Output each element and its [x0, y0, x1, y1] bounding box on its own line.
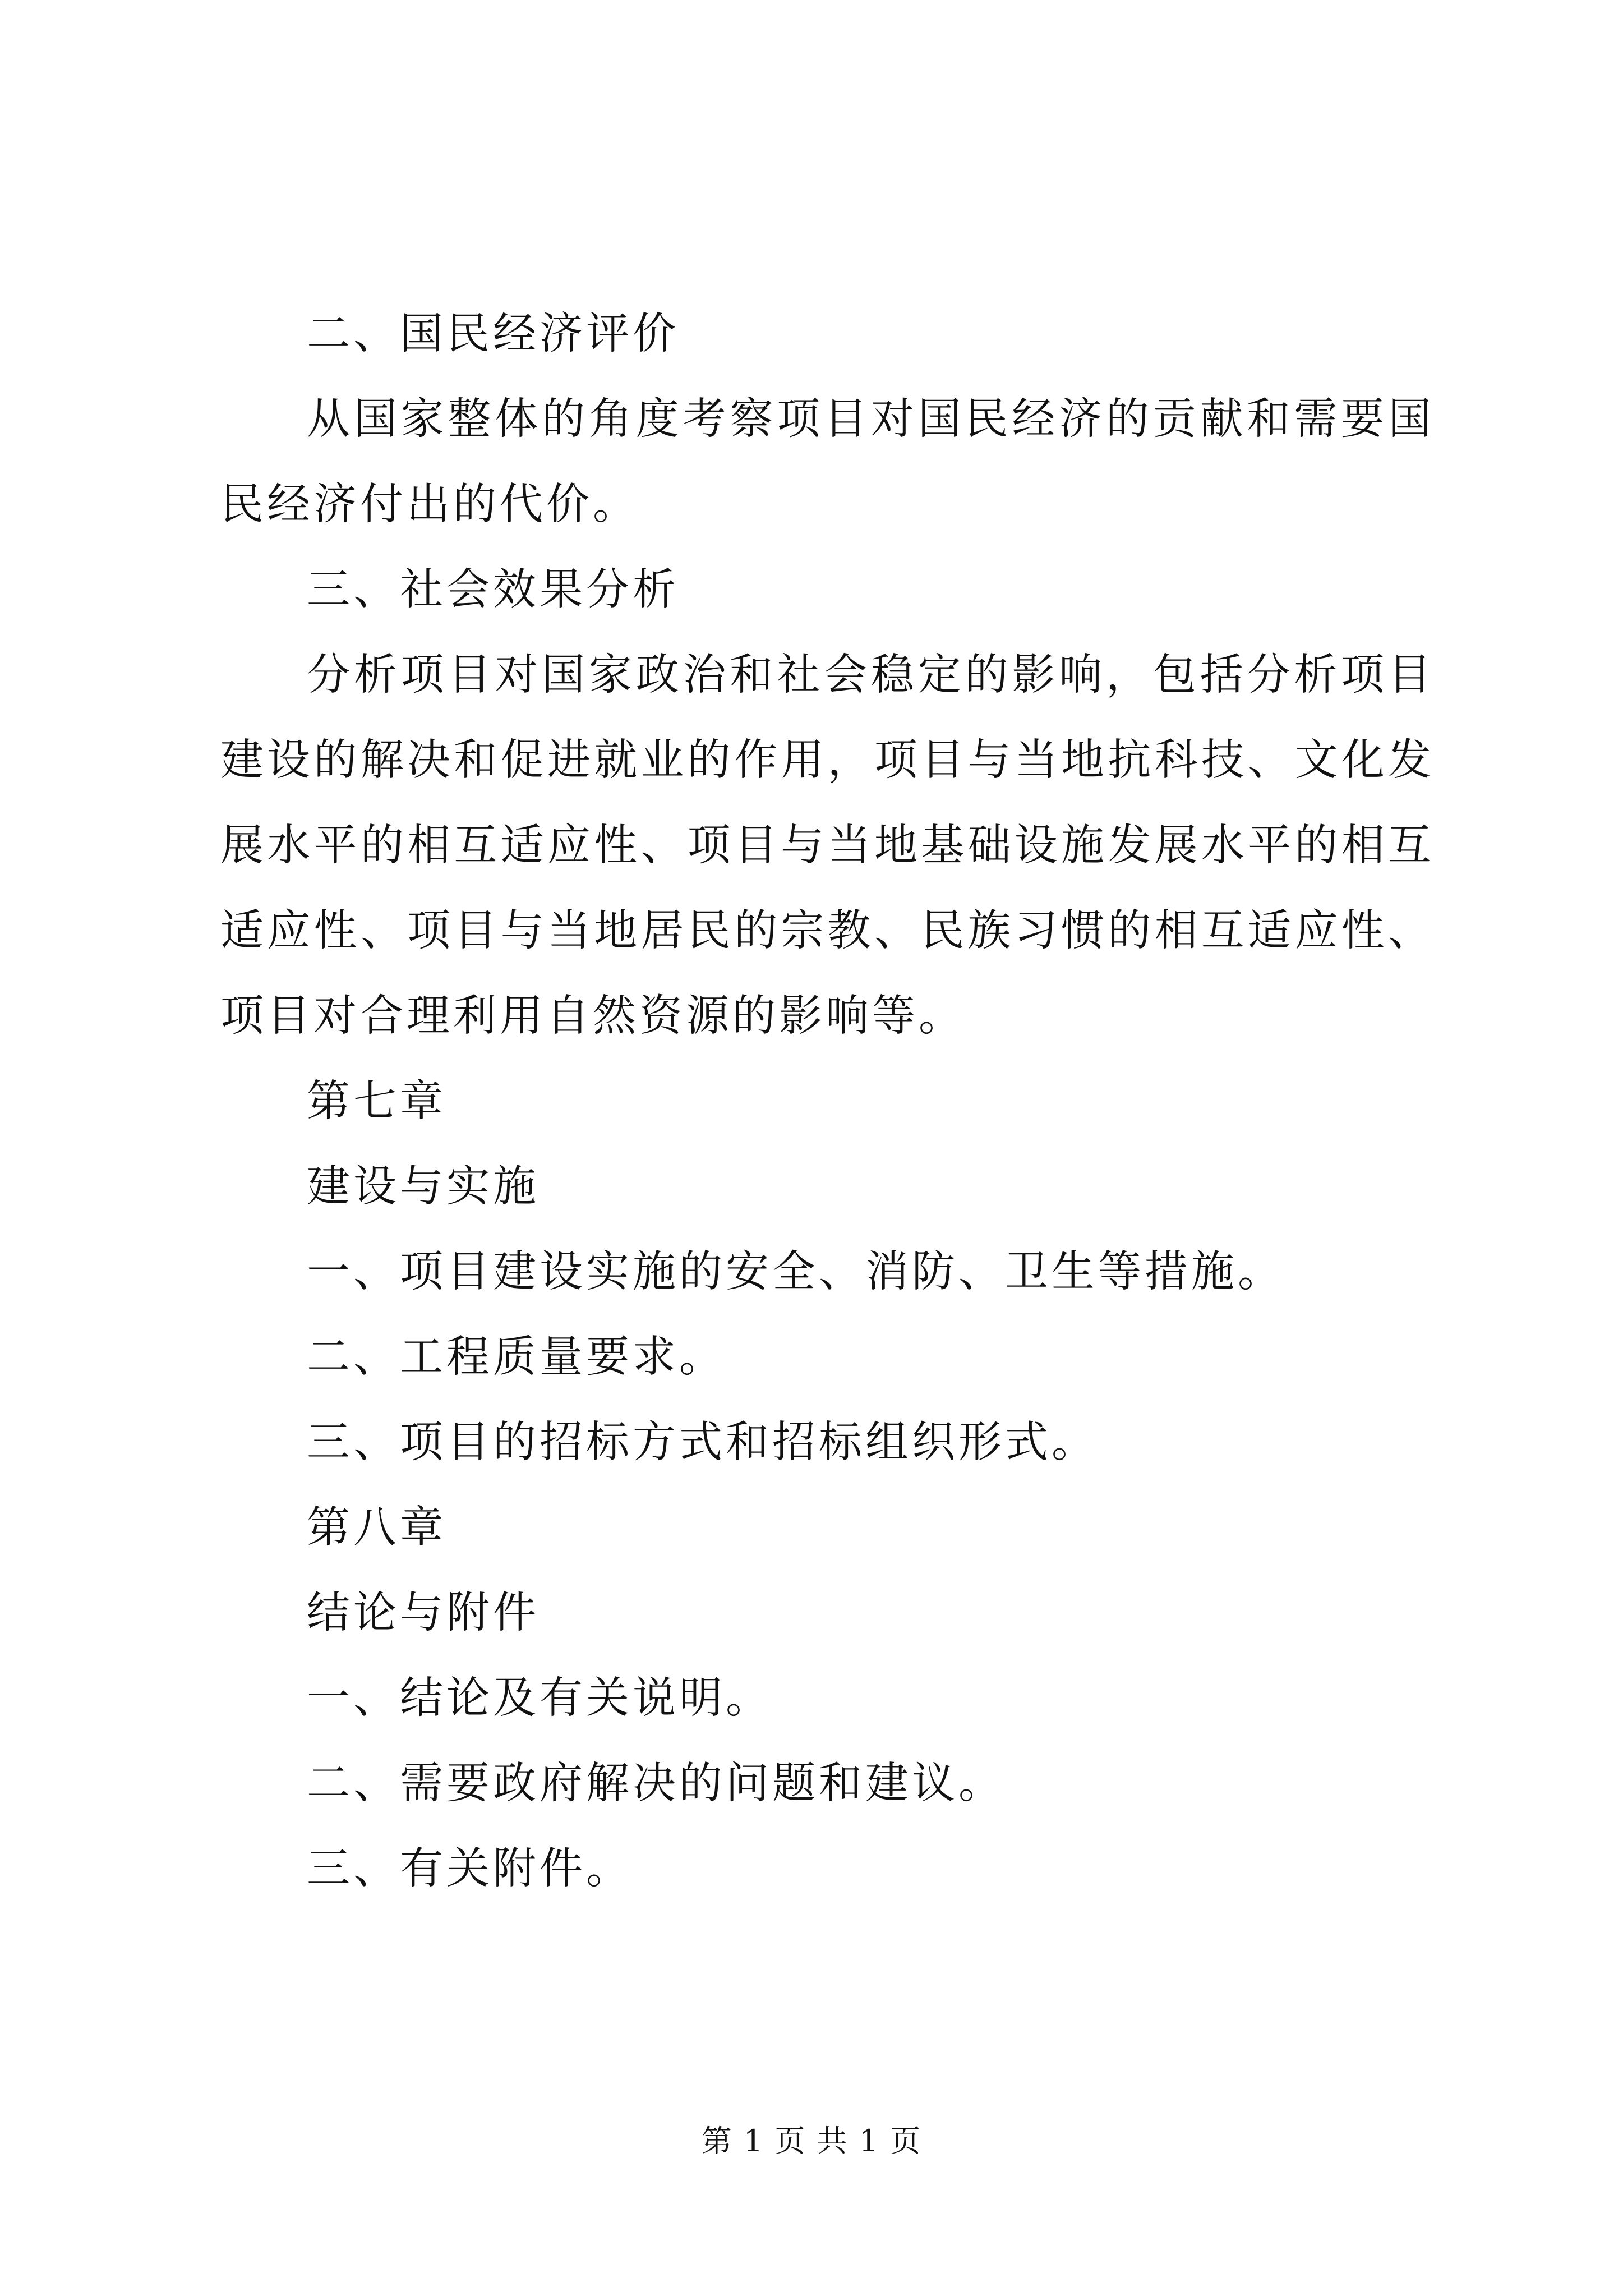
chapter-title: 结论与附件 [307, 1588, 540, 1638]
body-paragraph: 从国家整体的角度考察项目对国民经济的贡献和需要国民经济付出的代价。 [220, 394, 1435, 530]
list-item: 三、有关附件。 [307, 1844, 633, 1894]
list-item: 一、结论及有关说明。 [307, 1673, 772, 1723]
list-item: 三、项目的招标方式和招标组织形式。 [307, 1418, 1098, 1467]
list-item: 一、项目建设实施的安全、消防、卫生等措施。 [307, 1247, 1284, 1297]
chapter-title: 建设与实施 [307, 1162, 540, 1212]
document-body [220, 292, 1435, 1912]
list-item: 二、工程质量要求。 [307, 1332, 726, 1382]
page-footer: 第 1 页 共 1 页 [701, 2123, 922, 2159]
section-heading: 三、社会效果分析 [307, 565, 679, 615]
chapter-number: 第七章 [307, 1076, 446, 1126]
section-heading: 二、国民经济评价 [307, 309, 679, 359]
list-item: 二、需要政府解决的问题和建议。 [307, 1759, 1005, 1809]
body-paragraph: 分析项目对国家政治和社会稳定的影响，包括分析项目建设的解决和促进就业的作用，项目与当地抗科技、文化发展水平的相互适应性、项目与当地基础设施发展水平的相互适应性、项目与当地居民的宗教、民族习惯的相互适应性、项目对合理利用自然资源的影响等。 [220, 650, 1435, 1041]
chapter-number: 第八章 [307, 1503, 446, 1553]
